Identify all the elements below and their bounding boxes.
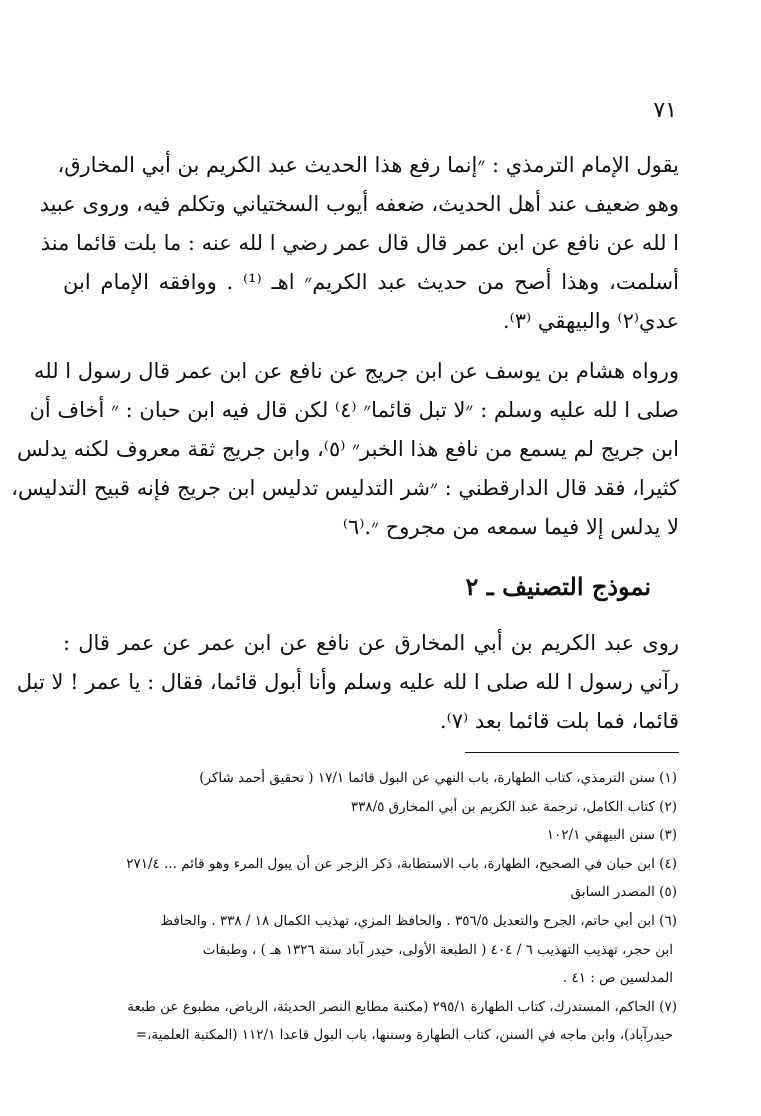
paragraph-3 [16, 624, 679, 741]
text-line: ورواه هشام بن يوسف عن ابن جريج عن نافع عن ابن عمر قال رسول ا لله [33, 359, 679, 383]
footnote-6-continued: المدلسين ص : ٤١ . [562, 970, 673, 987]
text-line: أسلمت، وهذا أصح من حديث عبد الكريم״ اهـ ⁽¹⁾ . ووافقه الإمام ابن [63, 270, 679, 294]
section-heading: نموذج التصنيف ـ ٢ [465, 572, 651, 601]
text-line: قائما، فما بلت قائما بعد ⁽٧⁾. [439, 709, 679, 733]
footnote-3: (٣) سنن البيهقي ١٠٢/١ [546, 827, 677, 844]
footnote-6-continued: ابن حجر، تهذيب التهذيب ٦ / ٤٠٤ ( الطبعة الأولى، حيدر آباد سنة ١٣٢٦ هـ ) ، وطبقات [202, 941, 673, 958]
footnote-1: (١) سنن الترمذي، كتاب الطهارة، باب النهي عن البول قائما ١٧/١ ( تحقيق أحمد شاكر) [199, 770, 677, 786]
text-line: رآني رسول ا لله صلى ا لله عليه وسلم وأنا أبول قائما، فقال : يا عمر ! لا تبل [16, 670, 679, 694]
footnote-divider [465, 752, 679, 753]
footnote-7-continued: حيدرآباد)، وابن ماجه في السنن، كتاب الطهارة وسننها، باب البول قاعدا ١١٢/١ (المكتبة العلمية،= [135, 1027, 673, 1044]
footnote-7: (٧) الحاكم، المستدرك، كتاب الطهارة ٢٩٥/١ (مكتبة مطابع النصر الحديثة، الرياض، مطبوع عن طبعة [127, 998, 677, 1015]
text-line: روى عبد الكريم بن أبي المخارق عن نافع عن ابن عمر عن عمر قال : [63, 631, 679, 655]
footnote-2: (٢) كتاب الكامل، ترجمة عبد الكريم بن أبي المخارق ٣٣٨/٥ [350, 798, 677, 815]
footnotes [57, 764, 677, 1050]
footnote-6: (٦) ابن أبي حاتم، الجرح والتعديل ٣٥٦/٥ . والحافظ المزي، تهذيب الكمال ١٨ / ٣٣٨ . والحافظ [160, 912, 677, 929]
text-line: يقول الإمام الترمذي : ״إنما رفع هذا الحديث عبد الكريم بن أبي المخارق، [57, 153, 679, 177]
footnote-5: (٥) المصدر السابق [570, 884, 677, 901]
text-line: لا يدلس إلا فيما سمعه من مجروح ״.⁽٦⁾ [342, 515, 679, 539]
text-line: وهو ضعيف عند أهل الحديث، ضعفه أيوب السختياني وتكلم فيه، وروى عبيد [39, 192, 679, 216]
paragraph-2 [11, 352, 679, 547]
text-line: ابن جريج لم يسمع من نافع هذا الخبر״ ⁽٥⁾، وابن جريج ثقة معروف لكنه يدلس [16, 437, 679, 461]
page-number: ٧١ [653, 98, 677, 123]
text-line: صلى ا لله عليه وسلم : ״لا تبل قائما״ ⁽٤⁾ لكن قال فيه ابن حبان : ״ أخاف أن [29, 398, 679, 422]
footnote-4: (٤) ابن حبان في الصحيح، الطهارة، باب الاستطابة، ذكر الزجر عن أن يبول المرء وهو قائم ... ٢٧١/٤ [126, 855, 677, 872]
paragraph-1 [39, 146, 679, 341]
text-line: ا لله عن نافع عن ابن عمر قال قال عمر رضي ا لله عنه : ما بلت قائما منذ [40, 231, 679, 255]
text-line: عدي⁽٢⁾ والبيهقي ⁽٣⁾. [502, 309, 679, 333]
text-line: كثيرا، فقد قال الدارقطني : ״شر التدليس تدليس ابن جريج فإنه قبيح التدليس، [11, 476, 679, 500]
